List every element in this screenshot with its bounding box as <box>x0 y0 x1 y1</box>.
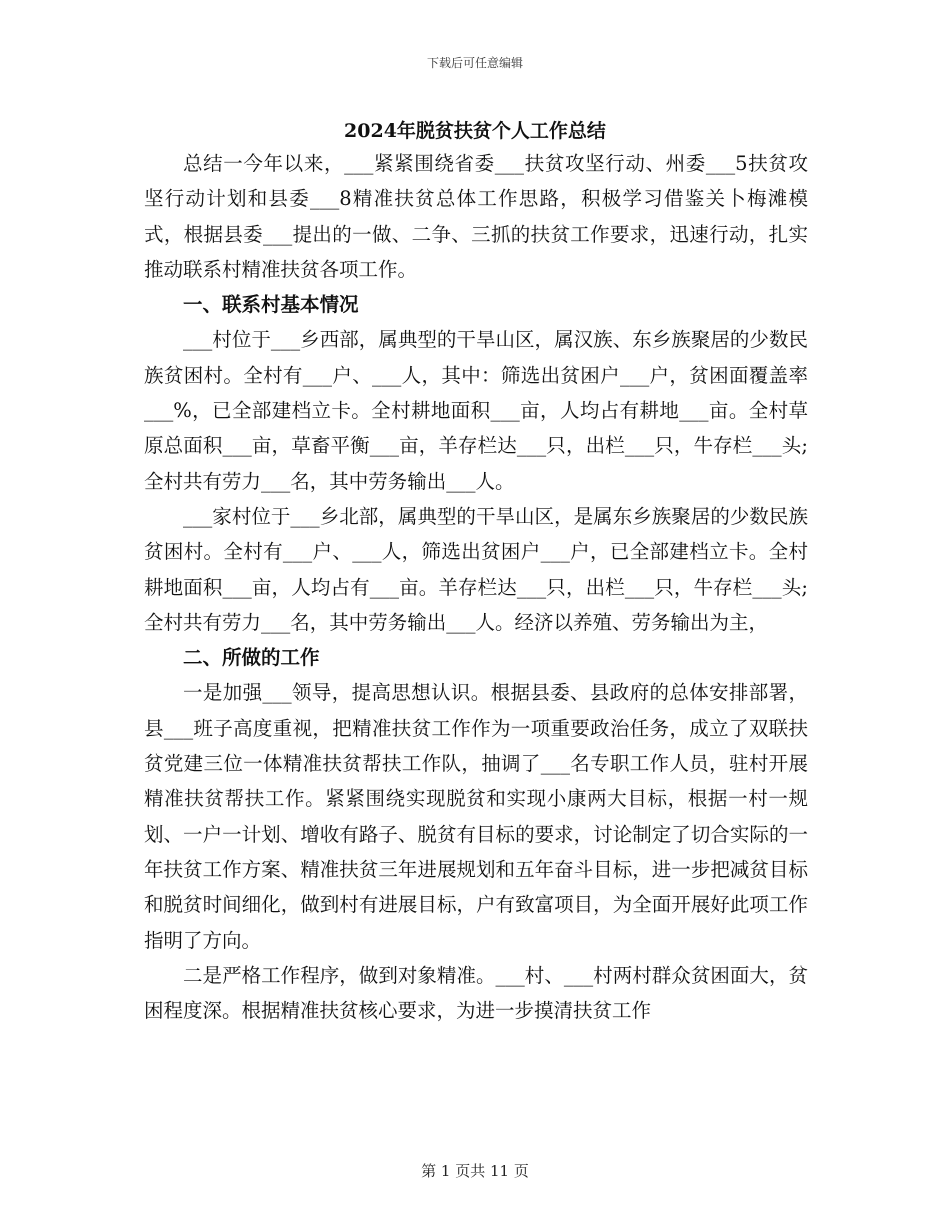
section-heading-1: 一、联系村基本情况 <box>183 293 359 317</box>
document-title: 2024年脱贫扶贫个人工作总结 <box>344 120 606 142</box>
page-header-note: 下载后可任意编辑 <box>426 56 523 70</box>
paragraph-village-2: ___家村位于___乡北部，属典型的干旱山区，是属东乡族聚居的少数民族贫困村。全村有___户、___人，筛选出贫困户___户，已全部建档立卡。全村耕地面积___亩，人均占有___亩。羊存栏达___只，出栏___只，牛存栏___头;全村共有劳力___名，其中劳务输出___人。经济以养殖、劳务输出为主， <box>144 504 808 634</box>
paragraph-work-2: 二是严格工作程序，做到对象精准。___村、___村两村群众贫困面大，贫困程度深。根据精准扶贫核心要求，为进一步摸清扶贫工作 <box>144 963 808 1023</box>
paragraph-work-1: 一是加强___领导，提高思想认识。根据县委、县政府的总体安排部署，县___班子高度重视，把精准扶贫工作作为一项重要政治任务，成立了双联扶贫党建三位一体精准扶贫帮扶工作队，抽调了___名专职工作人员，驻村开展精准扶贫帮扶工作。紧紧围绕实现脱贫和实现小康两大目标，根据一村一规划、一户一计划、增收有路子、脱贫有目标的要求，讨论制定了切合实际的一年扶贫工作方案、精准扶贫三年进展规划和五年奋斗目标，进一步把减贫目标和脱贫时间细化，做到村有进展目标，户有致富项目，为全面开展好此项工作指明了方向。 <box>144 681 808 952</box>
section-heading-2: 二、所做的工作 <box>183 646 320 670</box>
page-number: 第 1 页共 11 页 <box>421 1162 529 1180</box>
paragraph-intro: 总结一今年以来，___紧紧围绕省委___扶贫攻坚行动、州委___5扶贫攻坚行动计划和县委___8精准扶贫总体工作思路，积极学习借鉴关卜梅滩模式，根据县委___提出的一做、二争、三抓的扶贫工作要求，迅速行动，扎实推动联系村精准扶贫各项工作。 <box>144 152 808 281</box>
document-body <box>144 146 808 1028</box>
paragraph-village-1: ___村位于___乡西部，属典型的干旱山区，属汉族、东乡族聚居的少数民族贫困村。全村有___户、___人，其中：筛选出贫困户___户，贫困面覆盖率___%，已全部建档立卡。全村耕地面积___亩，人均占有耕地___亩。全村草原总面积___亩，草畜平衡___亩，羊存栏达___只，出栏___只，牛存栏___头;全村共有劳力___名，其中劳务输出___人。 <box>144 328 808 493</box>
